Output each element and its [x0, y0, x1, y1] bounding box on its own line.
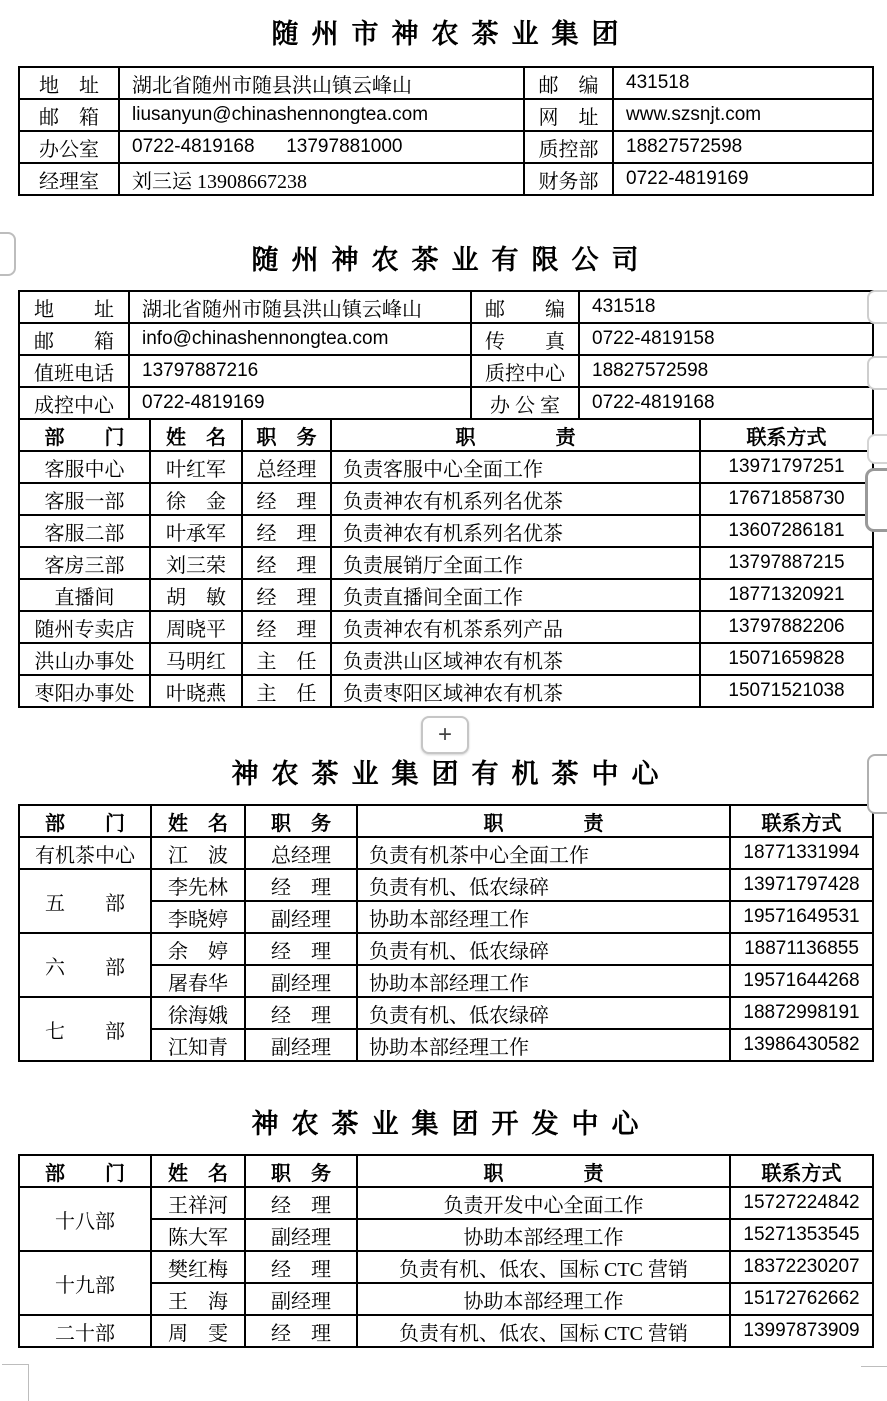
- dept-cell: 枣阳办事处: [19, 675, 150, 707]
- position-cell: 副经理: [245, 901, 357, 933]
- position-cell: 主 任: [242, 675, 331, 707]
- field-label: 成控中心: [19, 387, 129, 419]
- company-staff-table: [18, 418, 874, 708]
- name-cell: 王 海: [151, 1283, 245, 1315]
- position-cell: 经 理: [245, 933, 357, 965]
- edge-button-partial-right-1[interactable]: [867, 290, 887, 324]
- phone-cell: 13797887215: [700, 547, 873, 579]
- column-header: 职 责: [357, 1155, 730, 1187]
- duty-cell: 负责有机、低农、国标 CTC 营销: [357, 1251, 730, 1283]
- field-label: 邮 编: [471, 291, 579, 323]
- position-cell: 经 理: [245, 1251, 357, 1283]
- dept-cell: 六 部: [19, 933, 151, 997]
- field-label: 地 址: [19, 291, 129, 323]
- name-cell: 马明红: [150, 643, 242, 675]
- staff-row: [19, 837, 873, 869]
- field-value: 0722-4819169: [129, 387, 471, 419]
- field-value: liusanyun@chinashennongtea.com: [119, 99, 524, 131]
- staff-row: [19, 1187, 873, 1219]
- add-content-button[interactable]: [421, 716, 469, 754]
- field-value: info@chinashennongtea.com: [129, 323, 471, 355]
- dept-cell: 客服一部: [19, 483, 150, 515]
- staff-row: [19, 1315, 873, 1347]
- field-value: 431518: [579, 291, 873, 323]
- duty-cell: 负责有机、低农绿碎: [357, 997, 730, 1029]
- phone-cell: 13971797428: [730, 869, 873, 901]
- info-row: [19, 67, 873, 99]
- field-label: 邮 箱: [19, 99, 119, 131]
- edge-button-partial-right-3[interactable]: [867, 434, 887, 464]
- column-header: 部 门: [19, 1155, 151, 1187]
- phone-cell: 18771320921: [700, 579, 873, 611]
- name-cell: 刘三荣: [150, 547, 242, 579]
- position-cell: 经 理: [245, 1187, 357, 1219]
- column-header: 职 务: [245, 805, 357, 837]
- duty-cell: 负责神农有机系列名优茶: [331, 515, 700, 547]
- position-cell: 经 理: [245, 869, 357, 901]
- position-cell: 经 理: [245, 1315, 357, 1347]
- info-row: [19, 163, 873, 195]
- staff-header-row: [19, 419, 873, 451]
- name-cell: 叶红军: [150, 451, 242, 483]
- position-cell: 总经理: [242, 451, 331, 483]
- duty-cell: 负责有机、低农绿碎: [357, 933, 730, 965]
- dept-cell: 洪山办事处: [19, 643, 150, 675]
- column-header: 部 门: [19, 419, 150, 451]
- dept-cell: 七 部: [19, 997, 151, 1061]
- development-center-staff-table: [18, 1154, 874, 1348]
- phone-cell: 15071521038: [700, 675, 873, 707]
- name-cell: 王祥河: [151, 1187, 245, 1219]
- name-cell: 胡 敏: [150, 579, 242, 611]
- field-value: 湖北省随州市随县洪山镇云峰山: [129, 291, 471, 323]
- name-cell: 叶晓燕: [150, 675, 242, 707]
- field-value: 18827572598: [579, 355, 873, 387]
- phone-cell: 18871136855: [730, 933, 873, 965]
- phone-cell: 13986430582: [730, 1029, 873, 1061]
- field-label: 网 址: [524, 99, 613, 131]
- name-cell: 周晓平: [150, 611, 242, 643]
- phone-cell: 18872998191: [730, 997, 873, 1029]
- company-info-table: [18, 290, 874, 420]
- duty-cell: 负责有机、低农绿碎: [357, 869, 730, 901]
- dept-cell: 随州专卖店: [19, 611, 150, 643]
- duty-cell: 负责客服中心全面工作: [331, 451, 700, 483]
- organic-center-staff-table: [18, 804, 874, 1062]
- scrollbar-thumb-partial[interactable]: [865, 468, 887, 532]
- staff-row: [19, 451, 873, 483]
- plus-icon: +: [437, 721, 452, 748]
- field-value: 0722-4819168: [579, 387, 873, 419]
- phone-cell: 13607286181: [700, 515, 873, 547]
- duty-cell: 负责有机、低农、国标 CTC 营销: [357, 1315, 730, 1347]
- field-label: 质控部: [524, 131, 613, 163]
- phone-cell: 19571649531: [730, 901, 873, 933]
- position-cell: 经 理: [242, 515, 331, 547]
- staff-header-row: [19, 1155, 873, 1187]
- dept-cell: 直播间: [19, 579, 150, 611]
- position-cell: 经 理: [242, 579, 331, 611]
- staff-row: [19, 675, 873, 707]
- duty-cell: 协助本部经理工作: [357, 1029, 730, 1061]
- field-label: 值班电话: [19, 355, 129, 387]
- position-cell: 总经理: [245, 837, 357, 869]
- field-label: 传 真: [471, 323, 579, 355]
- field-value: 0722-4819158: [579, 323, 873, 355]
- edge-button-partial-left: [0, 232, 16, 276]
- position-cell: 主 任: [242, 643, 331, 675]
- field-value: 18827572598: [613, 131, 873, 163]
- column-header: 部 门: [19, 805, 151, 837]
- phone-cell: 13971797251: [700, 451, 873, 483]
- field-label: 经理室: [19, 163, 119, 195]
- column-header: 姓 名: [151, 1155, 245, 1187]
- phone-cell: 13797882206: [700, 611, 873, 643]
- phone-cell: 15071659828: [700, 643, 873, 675]
- staff-row: [19, 643, 873, 675]
- name-cell: 李晓婷: [151, 901, 245, 933]
- duty-cell: 负责有机茶中心全面工作: [357, 837, 730, 869]
- position-cell: 经 理: [242, 547, 331, 579]
- column-header: 职 责: [357, 805, 730, 837]
- dept-cell: 客服二部: [19, 515, 150, 547]
- field-value: www.szsnjt.com: [613, 99, 873, 131]
- section-title-company: 随州神农茶业有限公司: [251, 245, 652, 275]
- phone-cell: 15172762662: [730, 1283, 873, 1315]
- staff-row: [19, 869, 873, 901]
- field-label: 质控中心: [471, 355, 579, 387]
- next-page-boundary-corner: [2, 1364, 29, 1401]
- phone-cell: 18771331994: [730, 837, 873, 869]
- phone-cell: 15271353545: [730, 1219, 873, 1251]
- staff-row: [19, 547, 873, 579]
- dept-cell: 二十部: [19, 1315, 151, 1347]
- field-value: 431518: [613, 67, 873, 99]
- phone-cell: 15727224842: [730, 1187, 873, 1219]
- position-cell: 副经理: [245, 1029, 357, 1061]
- position-cell: 副经理: [245, 1283, 357, 1315]
- position-cell: 副经理: [245, 1219, 357, 1251]
- phone-cell: 19571644268: [730, 965, 873, 997]
- column-header: 联系方式: [700, 419, 873, 451]
- duty-cell: 负责枣阳区域神农有机茶: [331, 675, 700, 707]
- name-cell: 陈大军: [151, 1219, 245, 1251]
- field-value: 0722-4819169: [613, 163, 873, 195]
- field-value: 13797887216: [129, 355, 471, 387]
- column-header: 姓 名: [151, 805, 245, 837]
- insert-control-row: [18, 716, 872, 754]
- column-header: 职 责: [331, 419, 700, 451]
- dept-cell: 客服中心: [19, 451, 150, 483]
- name-cell: 屠春华: [151, 965, 245, 997]
- duty-cell: 负责神农有机茶系列产品: [331, 611, 700, 643]
- staff-row: [19, 579, 873, 611]
- info-row: [19, 323, 873, 355]
- staff-header-row: [19, 805, 873, 837]
- info-row: [19, 355, 873, 387]
- group-info-table: [18, 66, 874, 196]
- field-value: 湖北省随州市随县洪山镇云峰山: [119, 67, 524, 99]
- staff-row: [19, 611, 873, 643]
- position-cell: 经 理: [242, 483, 331, 515]
- position-cell: 副经理: [245, 965, 357, 997]
- field-value: 0722-4819168 13797881000: [119, 131, 524, 163]
- name-cell: 李先林: [151, 869, 245, 901]
- name-cell: 徐海娥: [151, 997, 245, 1029]
- field-value: 刘三运 13908667238: [119, 163, 524, 195]
- name-cell: 余 婷: [151, 933, 245, 965]
- name-cell: 樊红梅: [151, 1251, 245, 1283]
- field-label: 财务部: [524, 163, 613, 195]
- edge-button-partial-right-2[interactable]: [867, 356, 887, 390]
- column-header: 职 务: [245, 1155, 357, 1187]
- dept-cell: 有机茶中心: [19, 837, 151, 869]
- duty-cell: 协助本部经理工作: [357, 901, 730, 933]
- staff-row: [19, 997, 873, 1029]
- duty-cell: 协助本部经理工作: [357, 965, 730, 997]
- name-cell: 江 波: [151, 837, 245, 869]
- staff-row: [19, 1251, 873, 1283]
- staff-row: [19, 483, 873, 515]
- phone-cell: 18372230207: [730, 1251, 873, 1283]
- section-title-development-center: 神农茶业集团开发中心: [251, 1109, 652, 1139]
- dept-cell: 十八部: [19, 1187, 151, 1251]
- name-cell: 江知青: [151, 1029, 245, 1061]
- field-label: 办 公 室: [471, 387, 579, 419]
- column-header: 联系方式: [730, 1155, 873, 1187]
- duty-cell: 负责开发中心全面工作: [357, 1187, 730, 1219]
- position-cell: 经 理: [245, 997, 357, 1029]
- field-label: 邮 箱: [19, 323, 129, 355]
- duty-cell: 负责洪山区域神农有机茶: [331, 643, 700, 675]
- duty-cell: 协助本部经理工作: [357, 1283, 730, 1315]
- field-label: 邮 编: [524, 67, 613, 99]
- section-title-organic-center: 神农茶业集团有机茶中心: [231, 759, 672, 789]
- section-title-group: 随州市神农茶业集团: [271, 19, 632, 49]
- name-cell: 徐 金: [150, 483, 242, 515]
- next-page-boundary-edge: [861, 1366, 887, 1367]
- staff-row: [19, 515, 873, 547]
- name-cell: 叶承军: [150, 515, 242, 547]
- phone-cell: 13997873909: [730, 1315, 873, 1347]
- info-row: [19, 131, 873, 163]
- duty-cell: 负责展销厅全面工作: [331, 547, 700, 579]
- duty-cell: 负责神农有机系列名优茶: [331, 483, 700, 515]
- column-header: 职 务: [242, 419, 331, 451]
- duty-cell: 协助本部经理工作: [357, 1219, 730, 1251]
- edge-button-partial-right-4[interactable]: [867, 754, 887, 814]
- dept-cell: 五 部: [19, 869, 151, 933]
- info-row: [19, 291, 873, 323]
- phone-cell: 17671858730: [700, 483, 873, 515]
- column-header: 联系方式: [730, 805, 873, 837]
- info-row: [19, 99, 873, 131]
- column-header: 姓 名: [150, 419, 242, 451]
- field-label: 办公室: [19, 131, 119, 163]
- position-cell: 经 理: [242, 611, 331, 643]
- field-label: 地 址: [19, 67, 119, 99]
- dept-cell: 十九部: [19, 1251, 151, 1315]
- info-row: [19, 387, 873, 419]
- name-cell: 周 雯: [151, 1315, 245, 1347]
- dept-cell: 客房三部: [19, 547, 150, 579]
- staff-row: [19, 933, 873, 965]
- duty-cell: 负责直播间全面工作: [331, 579, 700, 611]
